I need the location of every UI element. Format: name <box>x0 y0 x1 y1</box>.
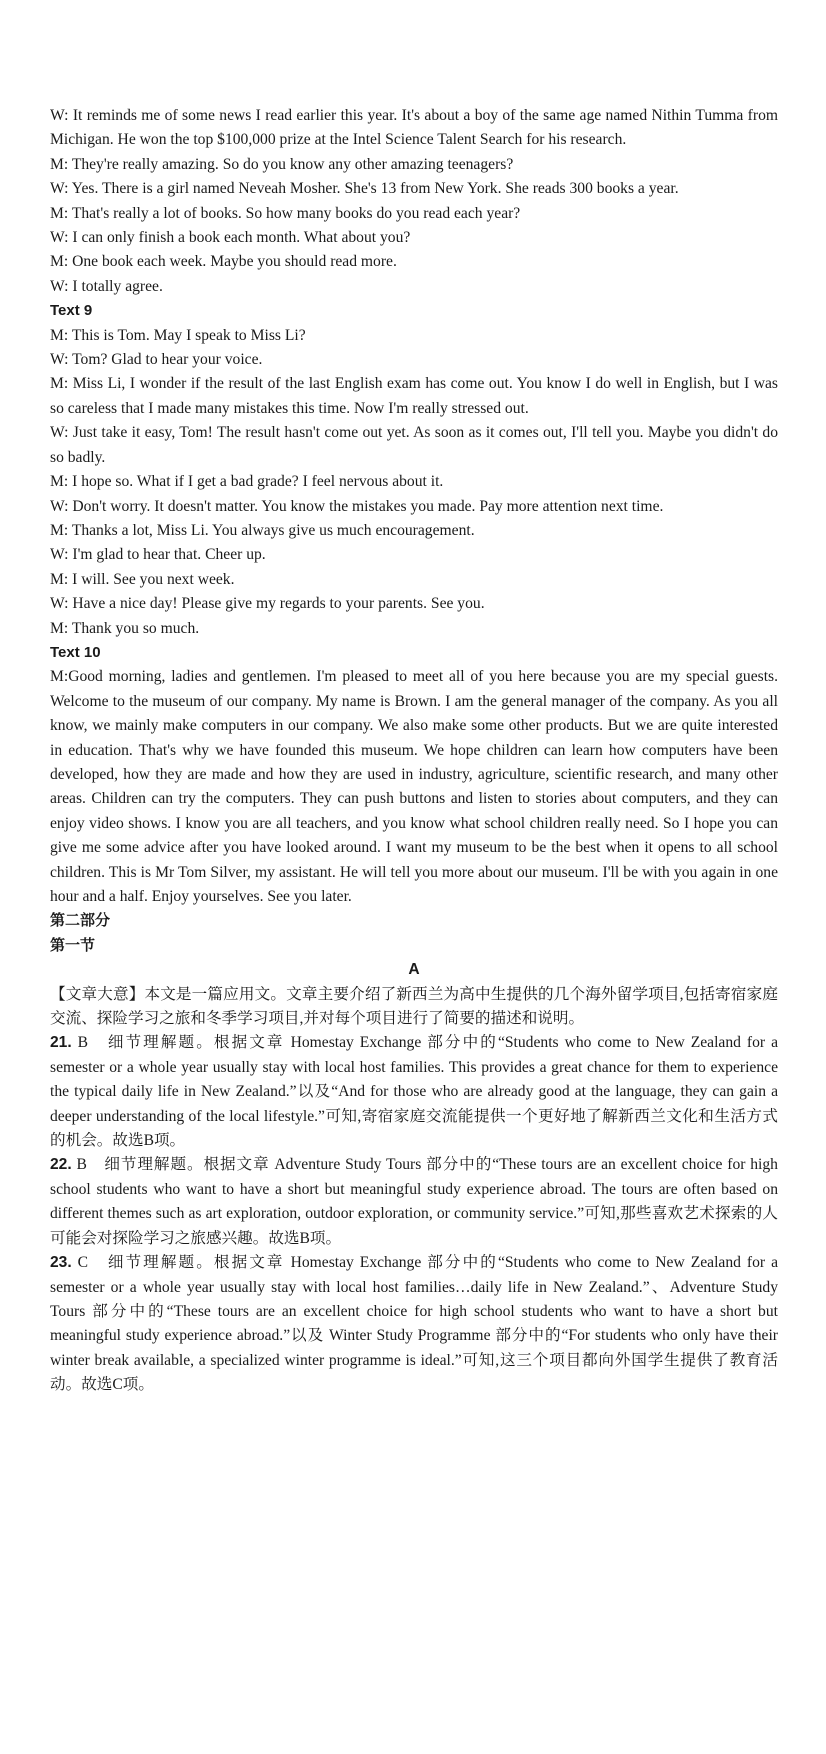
answer-item <box>50 1031 778 1153</box>
part-heading: 第二部分 <box>50 912 111 930</box>
answer-explanation: B 细节理解题。根据文章 Adventure Study Tours 部分中的“These tours are an excellent choice for high school students who want to have a short but meaningful study experience abroad. The tours are often based on different themes such as art exploration, outdoor exploration, or community service.”可知,那些喜欢艺术探索的人可能会对探险学习之旅感兴趣。故选B项。 <box>50 1156 778 1247</box>
text8-dialogue <box>50 104 778 299</box>
text10-heading: Text 10 <box>50 643 101 661</box>
dialogue-line: W: Don't worry. It doesn't matter. You know the mistakes you made. Pay more attention next time. <box>50 497 664 515</box>
passage-label: A <box>408 961 420 979</box>
dialogue-line: W: Yes. There is a girl named Neveah Mosher. She's 13 from New York. She reads 300 books a year. <box>50 180 679 198</box>
dialogue-line: W: Just take it easy, Tom! The result hasn't come out yet. As soon as it comes out, I'll tell you. Maybe you didn't do so badly. <box>50 424 778 466</box>
dialogue-line: W: Tom? Glad to hear your voice. <box>50 351 263 369</box>
dialogue-line: M: Thank you so much. <box>50 619 200 637</box>
answer-explanation: B 细节理解题。根据文章 Homestay Exchange 部分中的“Students who come to New Zealand for a semester or a whole year usually stay with local host families. This provides a great chance for them to experience the typical daily life in New Zealand.”以及“And for those who are already good at the language, they can gain a deeper understanding of the local lifestyle.”可知,寄宿家庭交流能提供一个更好地了解新西兰文化和生活方式的机会。故选B项。 <box>50 1034 778 1150</box>
dialogue-line: W: Have a nice day! Please give my regards to your parents. See you. <box>50 595 485 613</box>
answer-item <box>50 1251 778 1397</box>
dialogue-line: M: Thanks a lot, Miss Li. You always give us much encouragement. <box>50 521 475 539</box>
dialogue-line: W: It reminds me of some news I read earlier this year. It's about a boy of the same age named Nithin Tumma from Michigan. He won the top $100,000 prize at the Intel Science Talent Search for his research. <box>50 107 778 149</box>
dialogue-line: M: That's really a lot of books. So how many books do you read each year? <box>50 204 521 222</box>
article-summary: 【文章大意】本文是一篇应用文。文章主要介绍了新西兰为高中生提供的几个海外留学项目,包括寄宿家庭交流、探险学习之旅和冬季学习项目,并对每个项目进行了简要的描述和说明。 <box>50 985 778 1028</box>
part2-section <box>50 909 778 1397</box>
section-heading: 第一节 <box>50 936 96 954</box>
text9-heading: Text 9 <box>50 302 93 320</box>
dialogue-line: W: I totally agree. <box>50 277 163 295</box>
text10-section <box>50 641 778 909</box>
text9-section <box>50 299 778 641</box>
dialogue-line: W: I can only finish a book each month. What about you? <box>50 229 411 247</box>
dialogue-line: M: I will. See you next week. <box>50 570 235 588</box>
dialogue-line: M: They're really amazing. So do you know any other amazing teenagers? <box>50 155 514 173</box>
answer-number: 21. <box>50 1034 72 1052</box>
answer-explanation: C 细节理解题。根据文章 Homestay Exchange 部分中的“Students who come to New Zealand for a semester or a whole year usually stay with local host families…daily life in New Zealand.”、Adventure Study Tours 部分中的“These tours are an excellent choice for high school students who want to have a short but meaningful study experience abroad.”以及 Winter Study Programme 部分中的“For students who only have their winter break available, a specialized winter programme is ideal.”可知,这三个项目都向外国学生提供了教育活动。故选C项。 <box>50 1254 778 1394</box>
answer-number: 22. <box>50 1156 72 1174</box>
dialogue-line: M: One book each week. Maybe you should read more. <box>50 253 397 271</box>
document-page <box>50 104 778 1398</box>
answer-number: 23. <box>50 1254 72 1272</box>
dialogue-line: W: I'm glad to hear that. Cheer up. <box>50 546 266 564</box>
dialogue-line: M: I hope so. What if I get a bad grade? I feel nervous about it. <box>50 473 444 491</box>
dialogue-line: M: Miss Li, I wonder if the result of the last English exam has come out. You know I do well in English, but I was so careless that I made many mistakes this time. Now I'm really stressed out. <box>50 375 778 417</box>
answer-item <box>50 1153 778 1251</box>
dialogue-line: M: This is Tom. May I speak to Miss Li? <box>50 326 306 344</box>
monologue-paragraph: M:Good morning, ladies and gentlemen. I'm pleased to meet all of you here because you are my special guests. Welcome to the museum of our company. My name is Brown. I am the general manager of the company. As you all know, we mainly make computers in our company. We also make some other products. But we are quite interested in education. That's why we have founded this museum. We hope children can learn how computers have been developed, how they are made and how they are used in industry, agriculture, scientific research, and many other areas. Children can try the computers. They can push buttons and listen to stories about computers, and they can enjoy video shows. I know you are all teachers, and you know what school children really need. So I hope you can give me some advice after you have looked around. I want my museum to be the best when it opens to all school children. This is Mr Tom Silver, my assistant. He will tell you more about our museum. I'll be with you again in one hour and a half. Enjoy yourselves. See you later. <box>50 668 778 905</box>
